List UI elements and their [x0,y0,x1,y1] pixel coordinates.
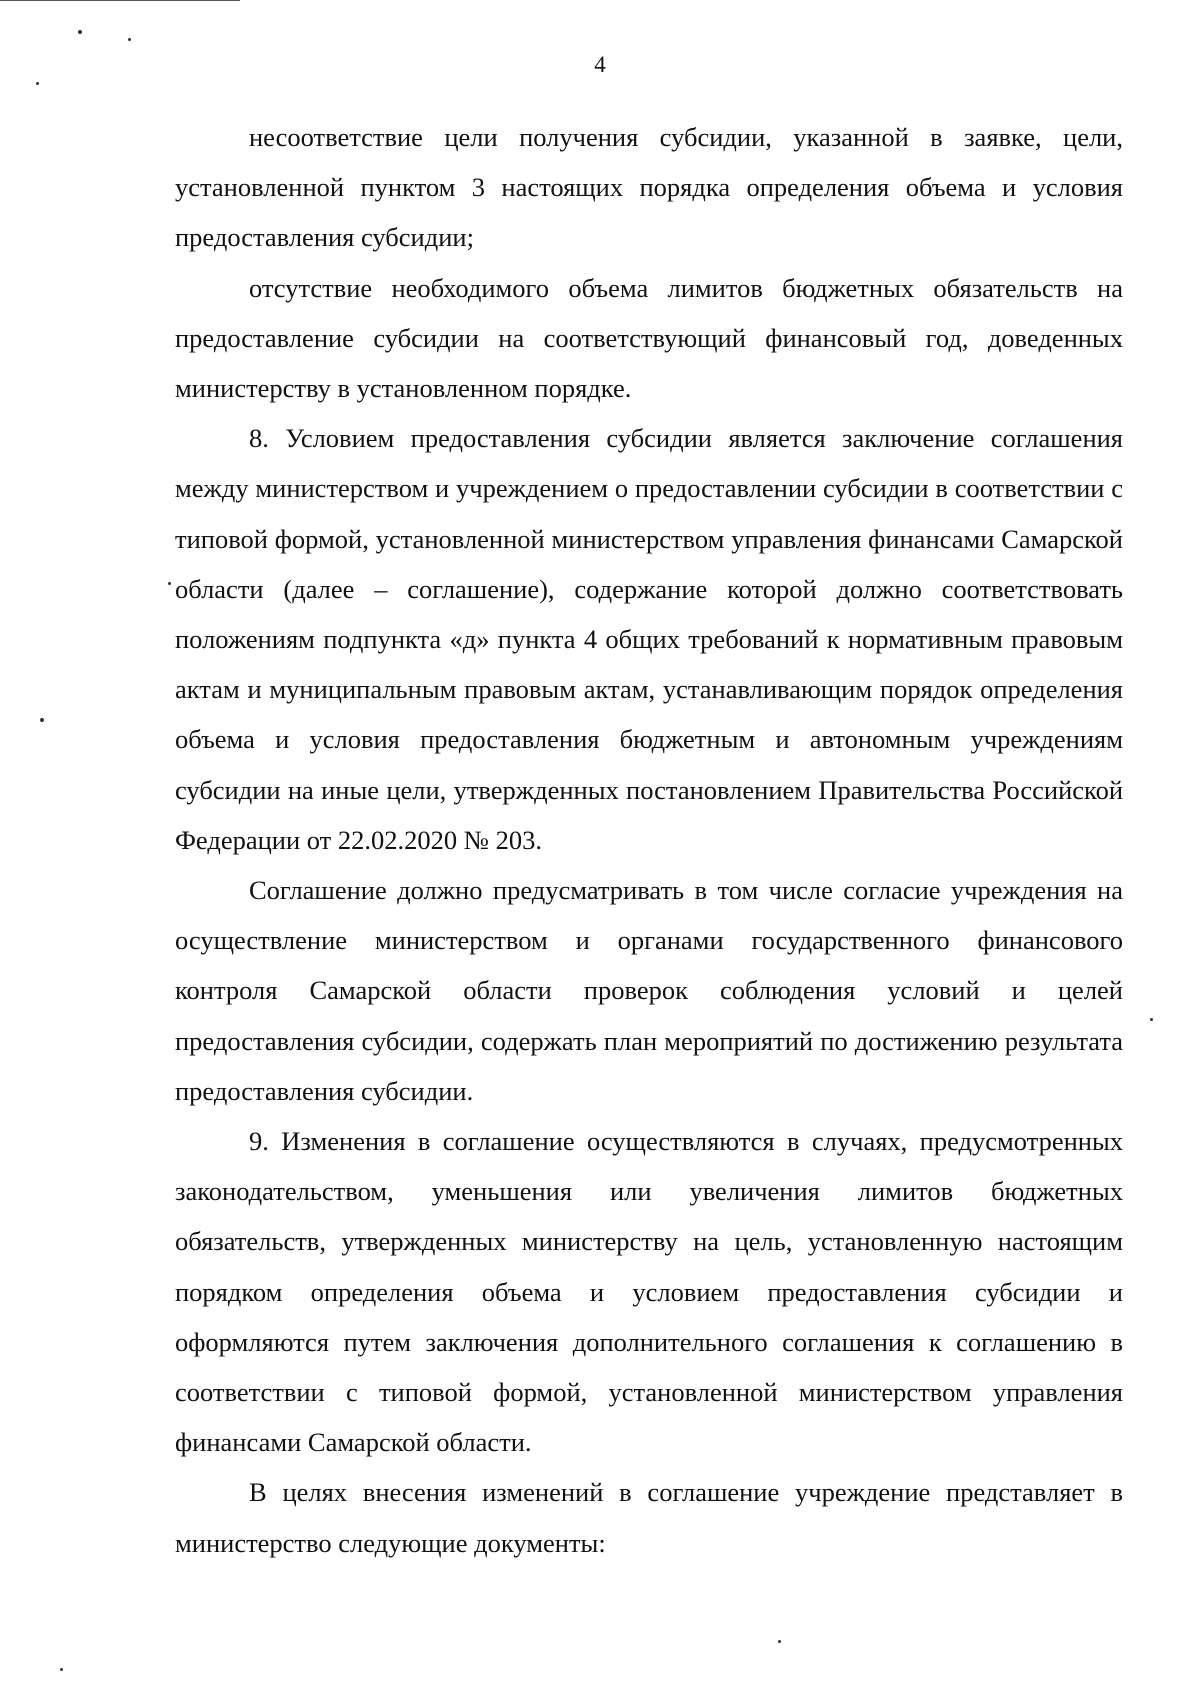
paragraph: 9. Изменения в соглашение осуществляются в случаях, предусмотренных законодательством, уменьшения или увеличения лимитов бюджетных обязательств, утвержденных министерству на цель, установленную настоящим порядком определения объема и условием предоставления субсидии и оформляются путем заключения дополнительного соглашения к соглашению в соответствии с типовой формой, установленной министерством управления финансами Самарской области. [175,1126,1123,1458]
document-body [175,112,1123,1568]
paragraph: отсутствие необходимого объема лимитов бюджетных обязательств на предоставление субсидии на соответствующий финансовый год, доведенных министерству в установленном порядке. [175,272,1123,404]
scan-speck [60,1668,63,1671]
paragraph: В целях внесения изменений в соглашение учреждение представляет в министерство следующие документы: [175,1477,1123,1558]
scan-speck [1150,1018,1153,1021]
scan-speck [40,718,44,722]
scan-speck [36,82,39,85]
paragraph: Соглашение должно предусматривать в том числе согласие учреждения на осуществление министерством и органами государственного финансового контроля Самарской области проверок соблюдения условий и целей предоставления субсидии, содержать план мероприятий по достижению результата предоставления субсидии. [175,875,1123,1106]
scan-speck [168,582,171,585]
scan-speck [778,1640,781,1643]
paragraph: несоответствие цели получения субсидии, указанной в заявке, цели, установленной пунктом 3 настоящих порядка определения объема и условия предоставления субсидии; [175,122,1123,253]
scan-edge-line [0,0,240,1]
scan-speck [78,30,82,34]
page-number: 4 [594,52,606,77]
paragraph: 8. Условием предоставления субсидии является заключение соглашения между министерством и учреждением о предоставлении субсидии в соответствии с типовой формой, установленной министерством управления финансами Самарской области (далее – соглашение), содержание которой должно соответствовать положениям подпункта «д» пункта 4 общих требований к нормативным правовым актам и муниципальным правовым актам, устанавливающим порядок определения объема и условия предоставления бюджетным и автономным учреждениям субсидии на иные цели, утвержденных постановлением Правительства Российской Федерации от 22.02.2020 № 203. [175,423,1123,855]
scan-speck [128,38,131,41]
